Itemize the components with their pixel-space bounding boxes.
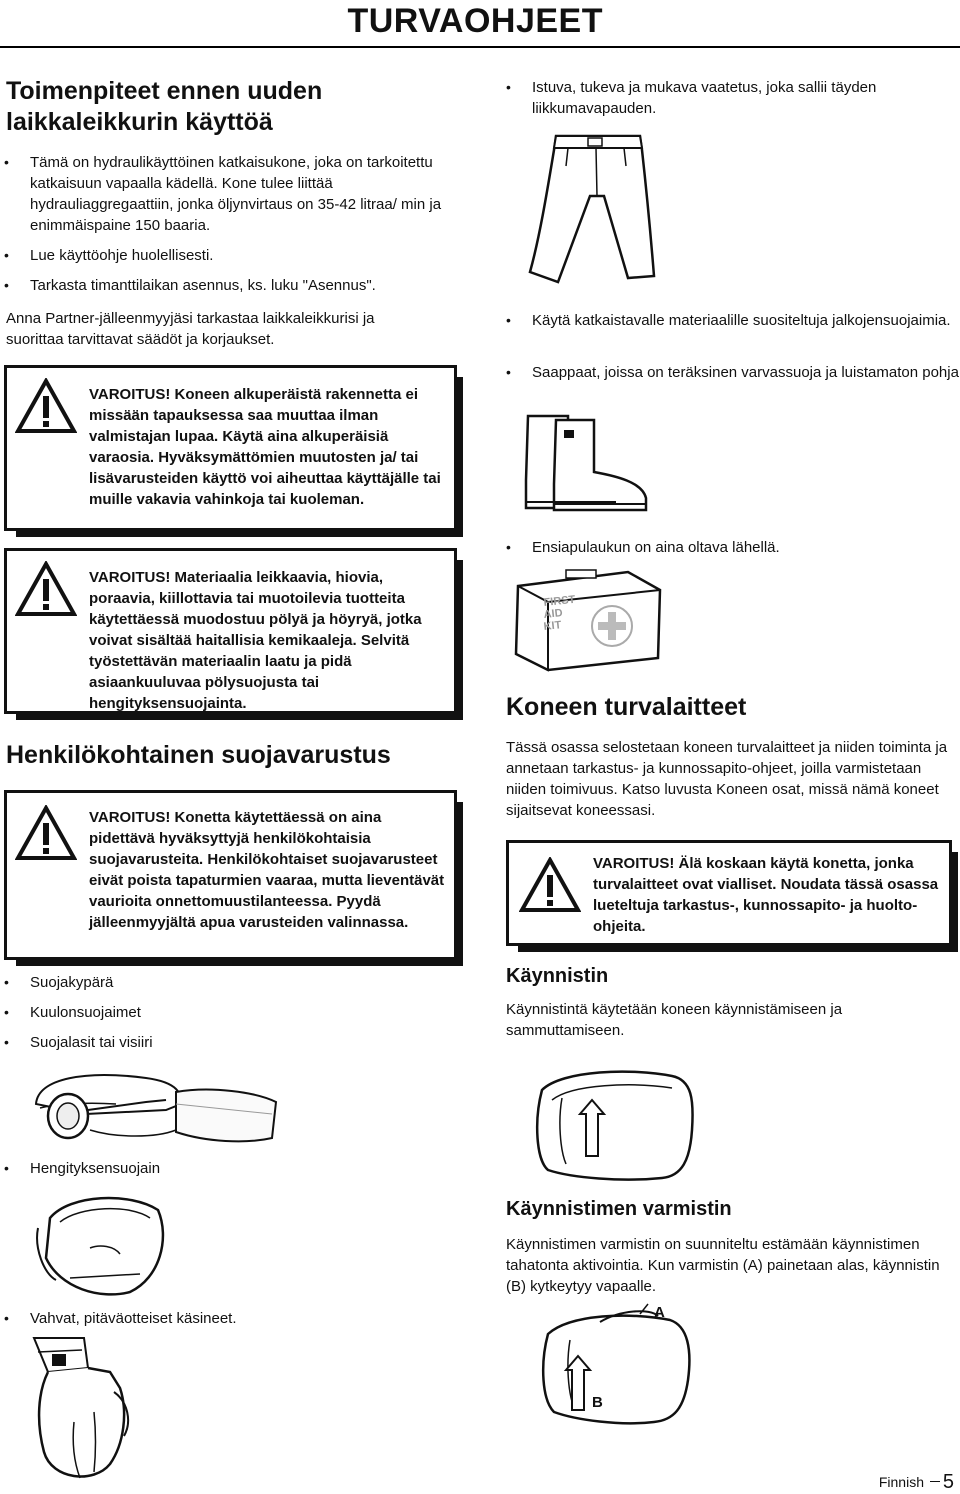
work-trousers-illustration: [520, 126, 670, 286]
gloves-illustration: [24, 1332, 136, 1488]
list-item: • Istuva, tukeva ja mukava vaatetus, joka sallii täyden liikkumavapauden.: [506, 77, 960, 119]
partner-paragraph: Anna Partner-jälleenmyyjäsi tarkastaa laikkaleikkurisi ja suorittaa tarvittavat säädöt ja korjaukset.: [6, 310, 375, 348]
list-item: • Lue käyttöohje huolellisesti.: [4, 245, 462, 266]
warning-text: VAROITUS! Materiaalia leikkaavia, hiovia, poraavia, kiillottavia tai muotoilevia tuotteita käytettäessä muodostuu pölyä ja höyryä, jotka voivat sisältää haitallisia kemikaaleja. Selvitä työstettävän materiaalin laatu ja pidä asiaankuuluvaa pölysuojusta tai hengityksensuojainta.: [89, 569, 422, 712]
helmet-with-visor-illustration: [26, 1064, 286, 1148]
throttle-lockout-paragraph: Käynnistimen varmistin on suunniteltu estämään käynnistimen tahatonta aktivointia. Kun varmistin (A) painetaan alas, käynnistin (B) kytkeytyy vapaalle.: [506, 1236, 940, 1295]
list-item: • Kuulonsuojaimet: [4, 1002, 330, 1023]
section-heading-safety-devices: Koneen turvalaitteet: [506, 693, 747, 721]
footer-language: Finnish: [878, 1474, 924, 1490]
subheading-throttle-lockout: Käynnistimen varmistin: [506, 1198, 732, 1220]
first-aid-kit-illustration: [508, 566, 668, 676]
warning-box-ppe: [4, 790, 457, 960]
list-item: • Vahvat, pitäväotteiset käsineet.: [4, 1308, 390, 1329]
callout-label-b: B: [592, 1394, 603, 1411]
list-item: • Tämä on hydraulikäyttöinen katkaisukone, joka on tarkoitettu katkaisuun vapaalla kädellä. Kone tulee liittää hydrauliaggregaattiin, jonka öljynvirtaus on 35-42 litraa/ min ja enimmäispaine 150 baaria.: [4, 152, 462, 236]
warning-box-dust: [4, 548, 457, 714]
subheading-throttle: Käynnistin: [506, 965, 609, 987]
page-number: 5: [942, 1471, 954, 1493]
kit-label-line: FIRST: [543, 593, 576, 609]
kit-label-line: AID: [543, 607, 564, 621]
warning-triangle-icon: [15, 561, 77, 617]
warning-box-safety-devices: [506, 840, 952, 946]
warning-box-modification: [4, 365, 457, 531]
header-rule: [0, 46, 960, 48]
respirator-mask-illustration: [30, 1188, 180, 1300]
list-item: • Suojalasit tai visiiri: [4, 1032, 330, 1053]
throttle-lockout-illustration: [530, 1300, 710, 1430]
warning-triangle-icon: [15, 805, 77, 861]
safety-boots-illustration: [516, 410, 656, 518]
throttle-paragraph: Käynnistintä käytetään koneen käynnistämiseen ja sammuttamiseen.: [506, 1001, 843, 1039]
list-item: • Tarkasta timanttilaikan asennus, ks. luku "Asennus".: [4, 275, 462, 296]
warning-text: VAROITUS! Koneen alkuperäistä rakennetta ei missään tapauksessa saa muuttaa ilman valmistajan lupaa. Käytä aina alkuperäisiä varaosia. Hyväksymättömien muutosten ja/ tai lisävarusteiden käyttö voi aiheuttaa käyttäjälle tai muille vakavia vahinkoja tai kuoleman.: [89, 386, 441, 508]
throttle-illustration: [522, 1060, 702, 1188]
list-item: • Suojakypärä: [4, 972, 330, 993]
section-heading-before-use: Toimenpiteet ennen uuden laikkaleikkurin käyttöä: [6, 77, 323, 136]
kit-label-line: KIT: [543, 619, 562, 633]
warning-text: VAROITUS! Älä koskaan käytä konetta, jonka turvalaitteet ovat vialliset. Noudata tässä osassa lueteltuja tarkastus-, kunnossapito- ja huolto-ohjeita.: [593, 855, 939, 935]
section-heading-ppe: Henkilökohtainen suojavarustus: [6, 741, 391, 769]
footer-dash: [930, 1481, 940, 1483]
list-item: • Käytä katkaistavalle materiaalille suositeltuja jalkojensuojaimia.: [506, 310, 960, 331]
list-item: • Hengityksensuojain: [4, 1158, 330, 1179]
warning-triangle-icon: [15, 378, 77, 434]
callout-label-a: A: [654, 1304, 665, 1321]
list-item: • Ensiapulaukun on aina oltava lähellä.: [506, 537, 960, 558]
warning-triangle-icon: [519, 857, 581, 913]
warning-text: VAROITUS! Konetta käytettäessä on aina pidettävä hyväksyttyjä henkilökohtaisia suojavarusteita. Henkilökohtaiset suojavarusteet eivät poista tapaturmien vaaraa, mutta lieventävät vaurioita onnettomuustilanteessa. Pyydä jälleenmyyjältä apua varusteiden valinnassa.: [89, 809, 445, 931]
safety-devices-paragraph: Tässä osassa selostetaan koneen turvalaitteet ja niiden toiminta ja annetaan tarkastus- ja kunnossapito-ohjeet, joilla varmistetaan niiden toimivuus. Katso luvusta Koneen osat, missä nämä koneet sijaitsevat koneessasi.: [506, 739, 948, 819]
page-header-title: TURVAOHJEET: [347, 2, 603, 40]
list-item: • Saappaat, joissa on teräksinen varvassuoja ja luistamaton pohja: [506, 362, 960, 383]
